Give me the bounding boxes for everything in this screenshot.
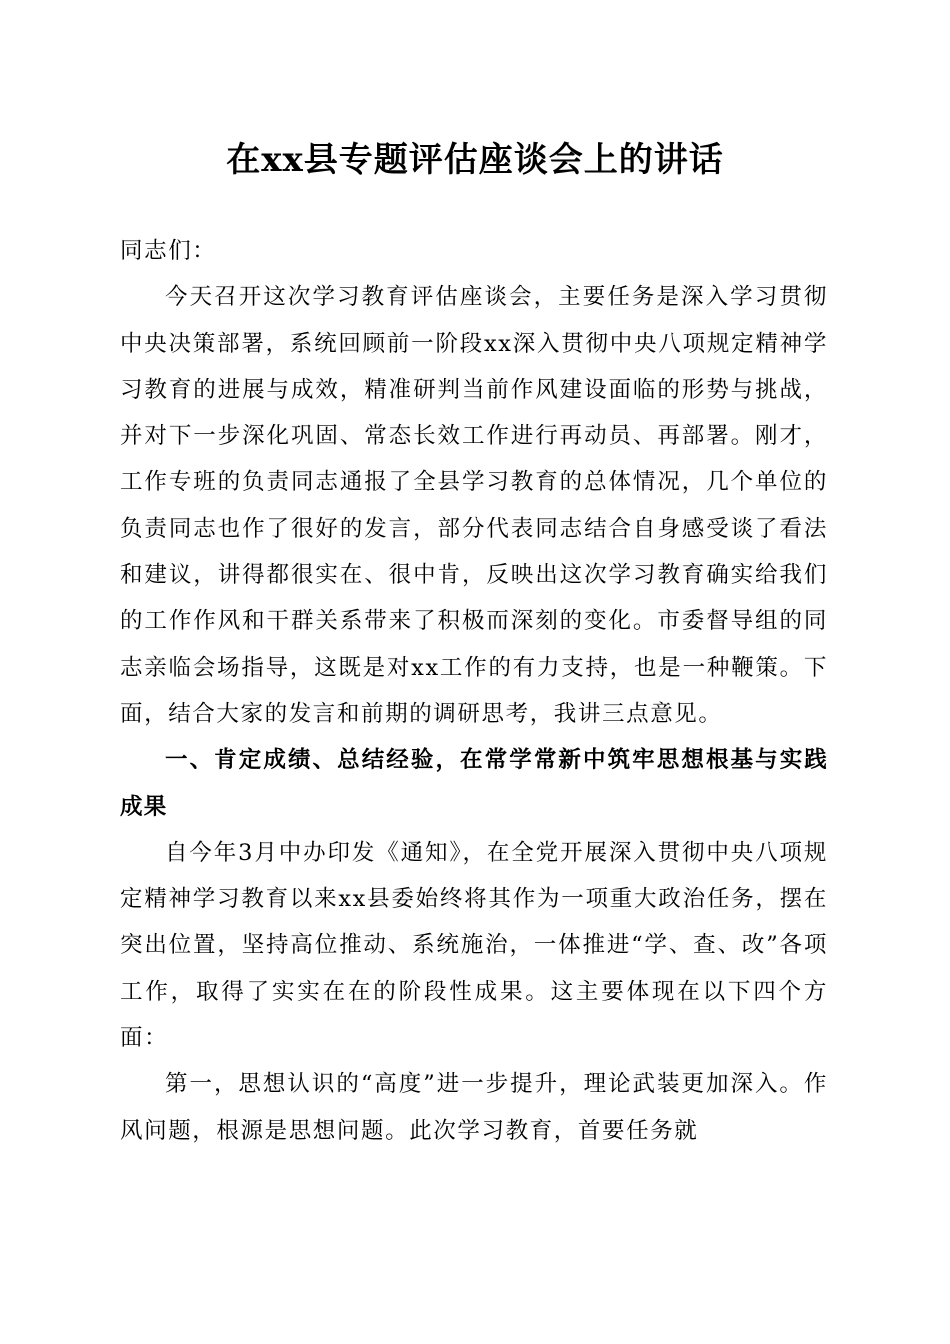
salutation: 同志们：: [120, 238, 217, 264]
document-body: [120, 228, 828, 1154]
section-heading: 一、肯定成绩、总结经验，在常学常新中筑牢思想根基与实践成果: [120, 747, 828, 820]
intro-paragraph: 今天召开这次学习教育评估座谈会，主要任务是深入学习贯彻中央决策部署，系统回顾前一阶段xx深入贯彻中央八项规定精神学习教育的进展与成效，精准研判当前作风建设面临的形势与挑战，并对下一步深化巩固、常态长效工作进行再动员、再部署。刚才，工作专班的负责同志通报了全县学习教育的总体情况，几个单位的负责同志也作了很好的发言，部分代表同志结合自身感受谈了看法和建议，讲得都很实在、很中肯，反映出这次学习教育确实给我们的工作作风和干群关系带来了积极而深刻的变化。市委督导组的同志亲临会场指导，这既是对xx工作的有力支持，也是一种鞭策。下面，结合大家的发言和前期的调研思考，我讲三点意见。: [120, 284, 828, 727]
section-paragraph: 第一，思想认识的“高度”进一步提升，理论武装更加深入。作风问题，根源是思想问题。此次学习教育，首要任务就: [120, 1071, 828, 1144]
section-paragraph: 自今年3月中办印发《通知》，在全党开展深入贯彻中央八项规定精神学习教育以来xx县委始终将其作为一项重大政治任务，摆在突出位置，坚持高位推动、系统施治，一体推进“学、查、改”各项工作，取得了实实在在的阶段性成果。这主要体现在以下四个方面：: [120, 839, 828, 1052]
document-title: 在xx县专题评估座谈会上的讲话: [226, 140, 724, 180]
